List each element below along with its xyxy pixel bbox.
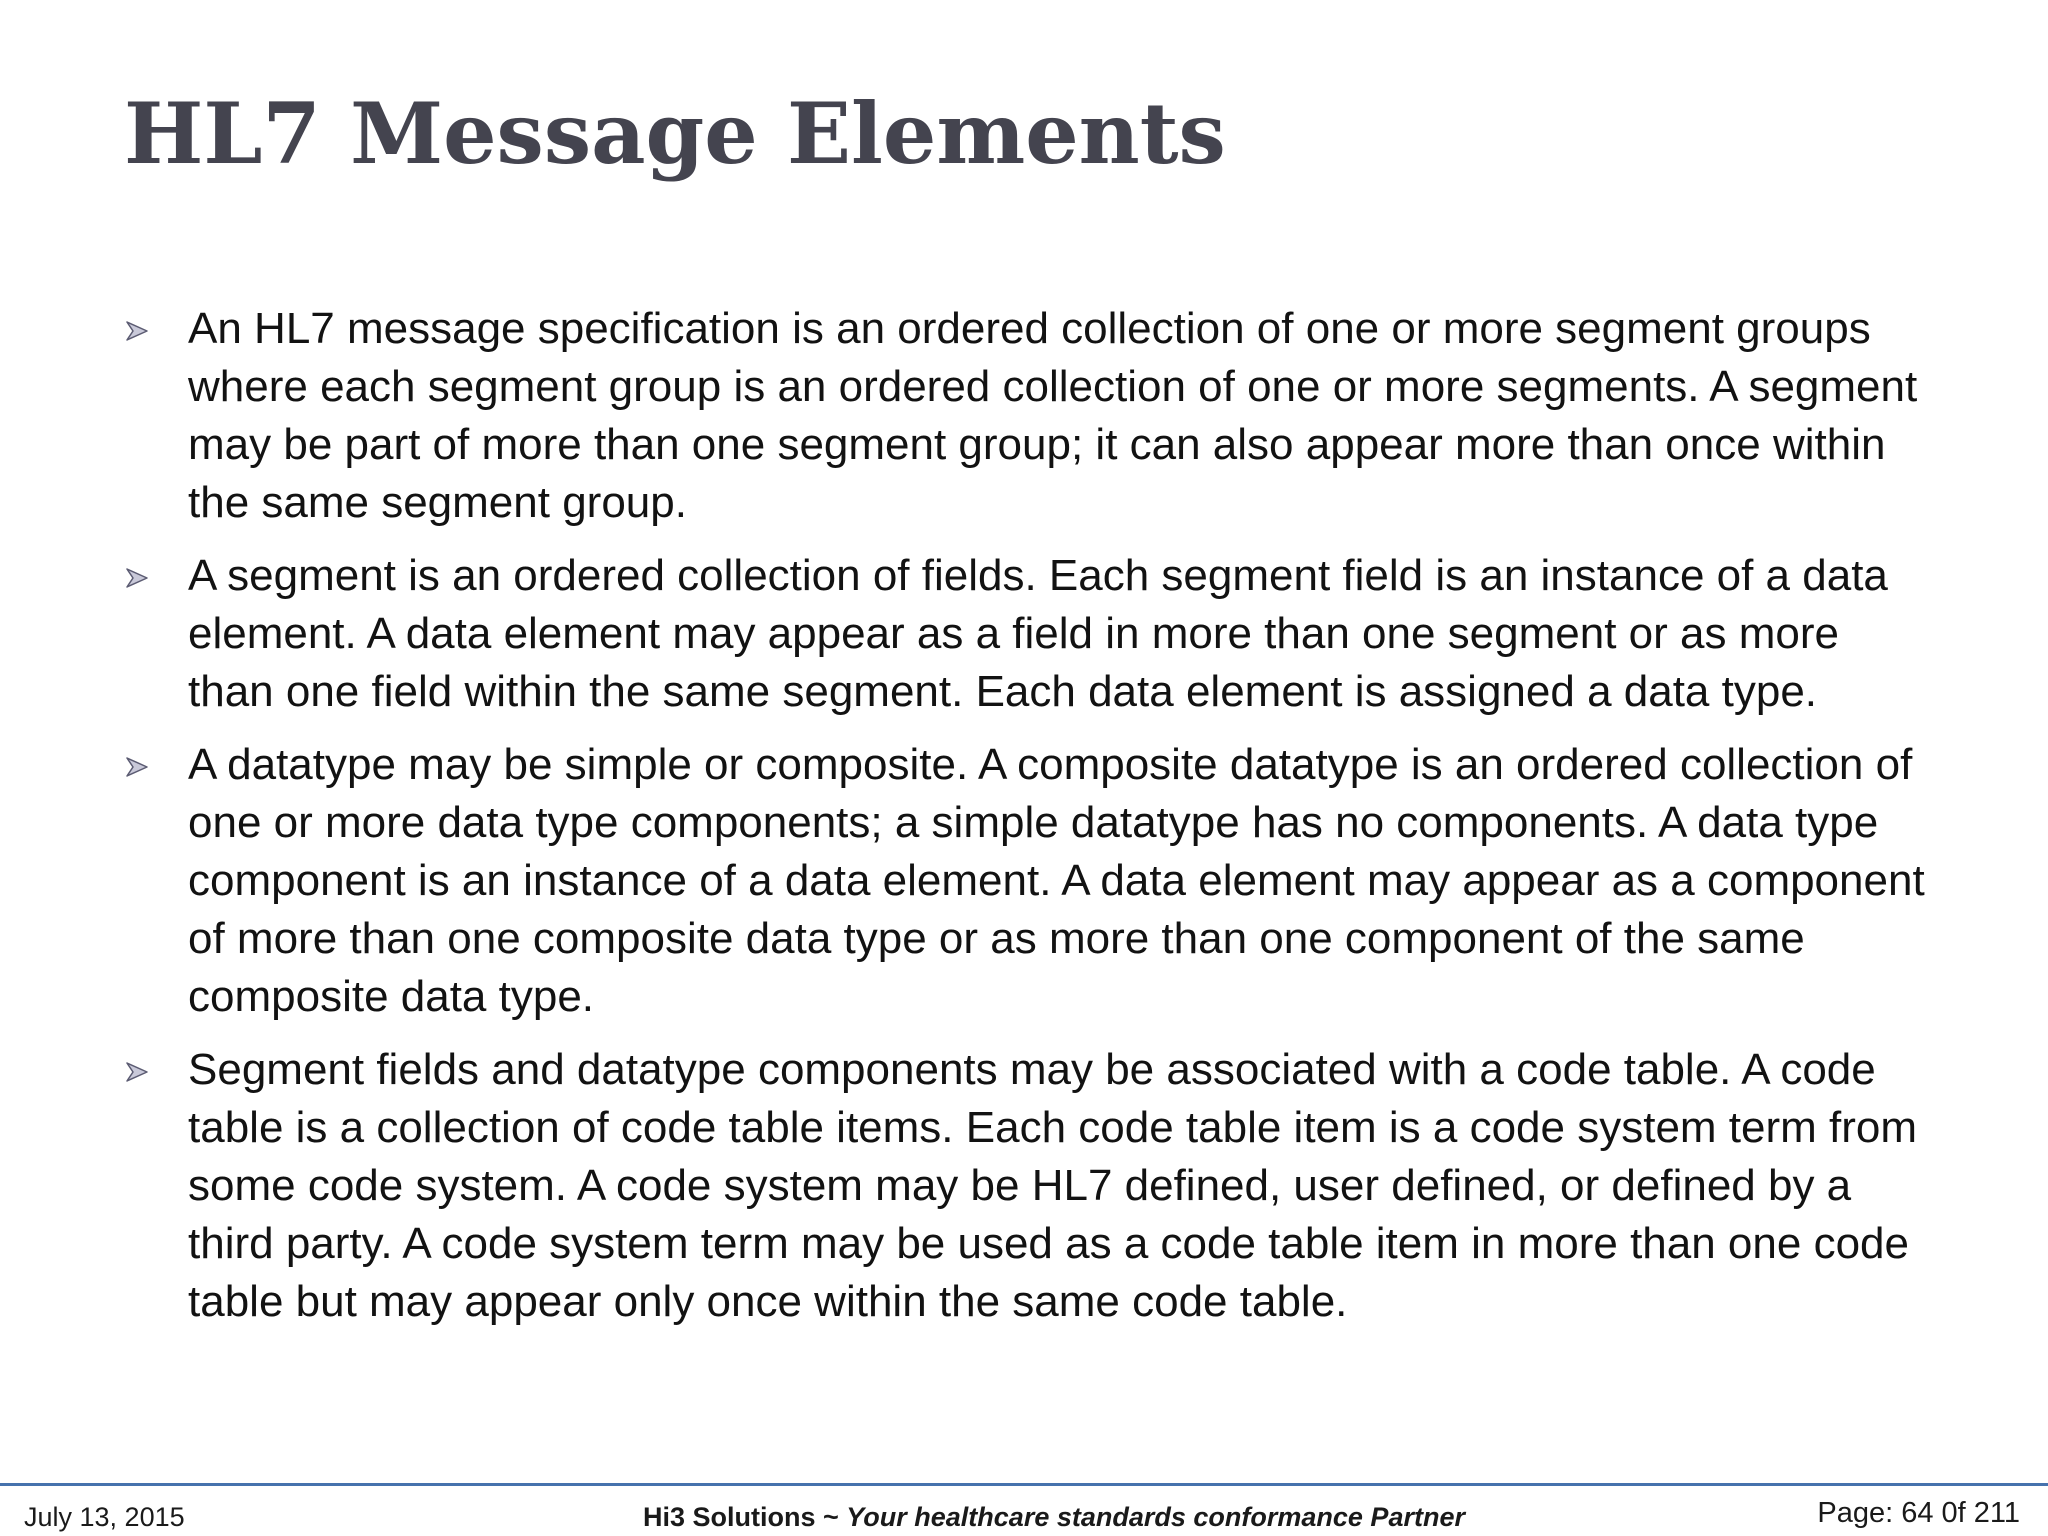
- arrowhead-bullet-icon: [126, 321, 148, 341]
- arrowhead-bullet-icon: [126, 757, 148, 777]
- slide-title: HL7 Message Elements: [124, 84, 1226, 183]
- bullet-item-2: [122, 547, 1932, 721]
- footer-company: [643, 1502, 1465, 1533]
- footer-divider: [0, 1483, 2048, 1486]
- bullet-text: An HL7 message specification is an ordered collection of one or more segment groups where each segment group is an ordered collection of one or more segments. A segment may be part of more than one segment group; it can also appear more than once within the same segment group.: [188, 304, 1918, 527]
- arrowhead-bullet-icon: [126, 568, 148, 588]
- arrowhead-bullet-icon: [126, 1062, 148, 1082]
- bullet-item-1: [122, 300, 1932, 532]
- footer-page-number: Page: 64 0f 211: [1817, 1497, 2020, 1529]
- bullet-item-3: [122, 736, 1932, 1026]
- bullet-list: [122, 300, 1932, 1346]
- footer-tagline: Your healthcare standards conformance Partner: [846, 1502, 1465, 1532]
- bullet-text: Segment fields and datatype components may be associated with a code table. A code table is a collection of code table items. Each code table item is a code system term from some code system. A code system may be HL7 defined, user defined, or defined by a third party. A code system term may be used as a code table item in more than one code table but may appear only once within the same code table.: [188, 1045, 1918, 1326]
- bullet-item-4: [122, 1041, 1932, 1331]
- bullet-text: A segment is an ordered collection of fields. Each segment field is an instance of a data element. A data element may appear as a field in more than one segment or as more than one field within the same segment. Each data element is assigned a data type.: [188, 551, 1888, 716]
- footer-date: July 13, 2015: [24, 1502, 185, 1532]
- footer-company-name: Hi3 Solutions ~: [643, 1502, 847, 1532]
- bullet-text: A datatype may be simple or composite. A composite datatype is an ordered collection of one or more data type components; a simple datatype has no components. A data type component is an instance of a data element. A data element may appear as a component of more than one composite data type or as more than one component of the same composite data type.: [188, 740, 1925, 1021]
